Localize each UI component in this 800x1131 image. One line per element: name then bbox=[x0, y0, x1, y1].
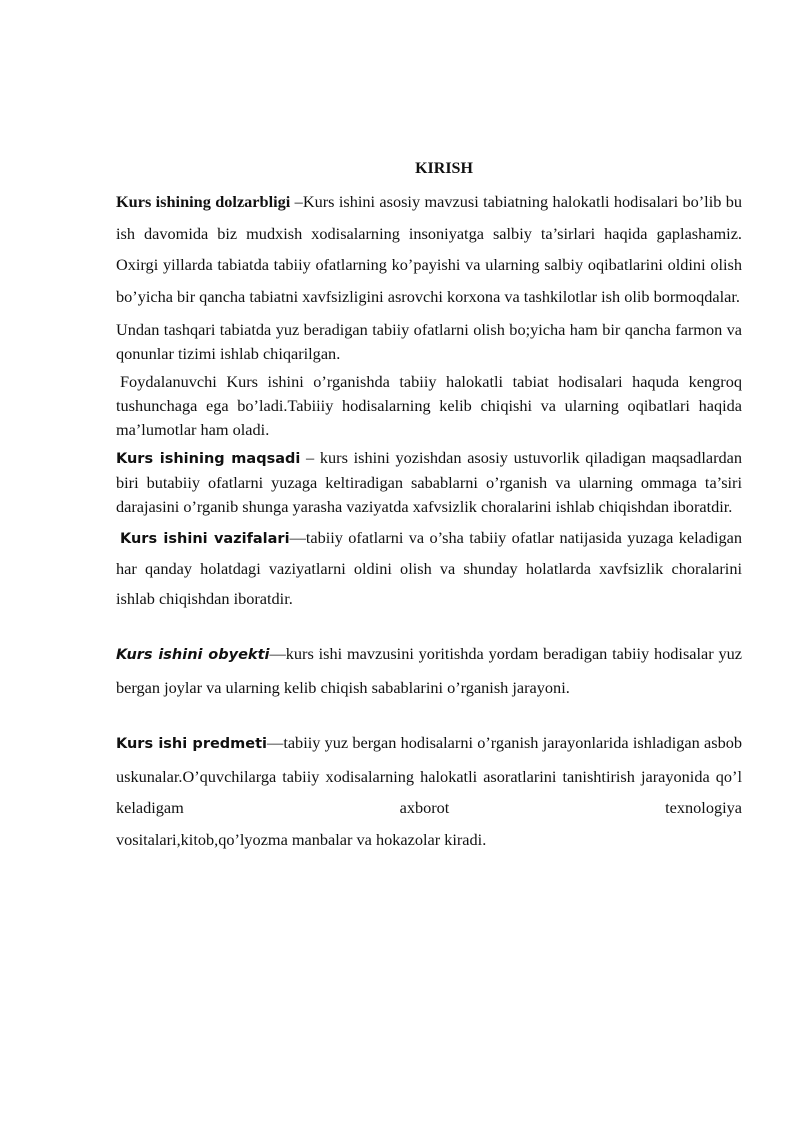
document-body bbox=[116, 160, 742, 855]
paragraph-tasks bbox=[116, 523, 742, 614]
relevance-heading: Kurs ishining dolzarbligi bbox=[116, 192, 291, 211]
page-title: KIRISH bbox=[415, 160, 473, 177]
paragraph-object bbox=[116, 638, 742, 703]
tasks-heading: Kurs ishini vazifalari bbox=[120, 531, 290, 547]
paragraph-regulations: Undan tashqari tabiatda yuz beradigan tabiiy ofatlarni olish bo;yicha ham bir qancha farmon va qonunlar tizimi ishlab chiqarilgan. bbox=[116, 320, 742, 363]
paragraph-relevance bbox=[116, 186, 742, 312]
tasks-text: —tabiiy ofatlarni va o’sha tabiiy ofatlar natijasida yuzaga keladigan har qanday holatdagi vaziyatlarni oldini olish va shunday holatlarda xavfsizlik choralarini ishlab chiqishdan iboratdir. bbox=[116, 528, 742, 608]
paragraph-subject bbox=[116, 727, 742, 824]
paragraph-user-benefit: Foydalanuvchi Kurs ishini o’rganishda tabiiy halokatli tabiat hodisalari haquda kengroq tushunchaga ega bo’ladi.Tabiiiy hodisalarning kelib chiqishi va ularning oqibatlari haqida ma’lumotlar ham oladi. bbox=[116, 372, 742, 439]
relevance-text: –Kurs ishini asosiy mavzusi tabiatning halokatli hodisalari bo’lib bu ish davomida biz mudxish xodisalarning insoniyatga salbiy ta’sirlari haqida gaplashamiz. Oxirgi yillarda tabiatda tabiiy ofatlarning ko’payishi va ularning salbiy oqibatlarini oldini olish bo’yicha bir qancha tabiatni xavfsizligini asrovchi korxona va tashkilotlar ish olib bormoqdalar. bbox=[116, 192, 743, 306]
subject-text: —tabiiy yuz bergan hodisalarni o’rganish jarayonlarida ishladigan asbob uskunalar.O’quvchilarga tabiiy xodisalarning halokatli asoratlarini tanishtirish jarayonida qo’l keladigam axborot texnologiya bbox=[116, 733, 742, 817]
goal-text: – kurs ishini yozishdan asosiy ustuvorlik qiladigan maqsadlardan biri butabiiy ofatlarni yuzaga keltiradigan sabablarni o’rganish va ularning ommaga ta’siri darajasini o’rganib shunga yarasha vaziyatda xafvsizlik choralarini ishlab chiqishdan iboratdir. bbox=[116, 448, 743, 516]
object-text: —kurs ishi mavzusini yoritishda yordam beradigan tabiiy hodisalar yuz bergan joylar va ularning kelib chiqish sabablarini o’rganish jarayoni. bbox=[116, 644, 742, 697]
paragraph-goal bbox=[116, 446, 742, 519]
goal-heading: Kurs ishining maqsadi bbox=[116, 451, 301, 467]
object-heading: Kurs ishini obyekti bbox=[116, 647, 270, 663]
paragraph-subject-end: vositalari,kitob,qo’lyozma manbalar va hokazolar kiradi. bbox=[116, 829, 487, 849]
subject-heading: Kurs ishi predmeti bbox=[116, 736, 268, 752]
